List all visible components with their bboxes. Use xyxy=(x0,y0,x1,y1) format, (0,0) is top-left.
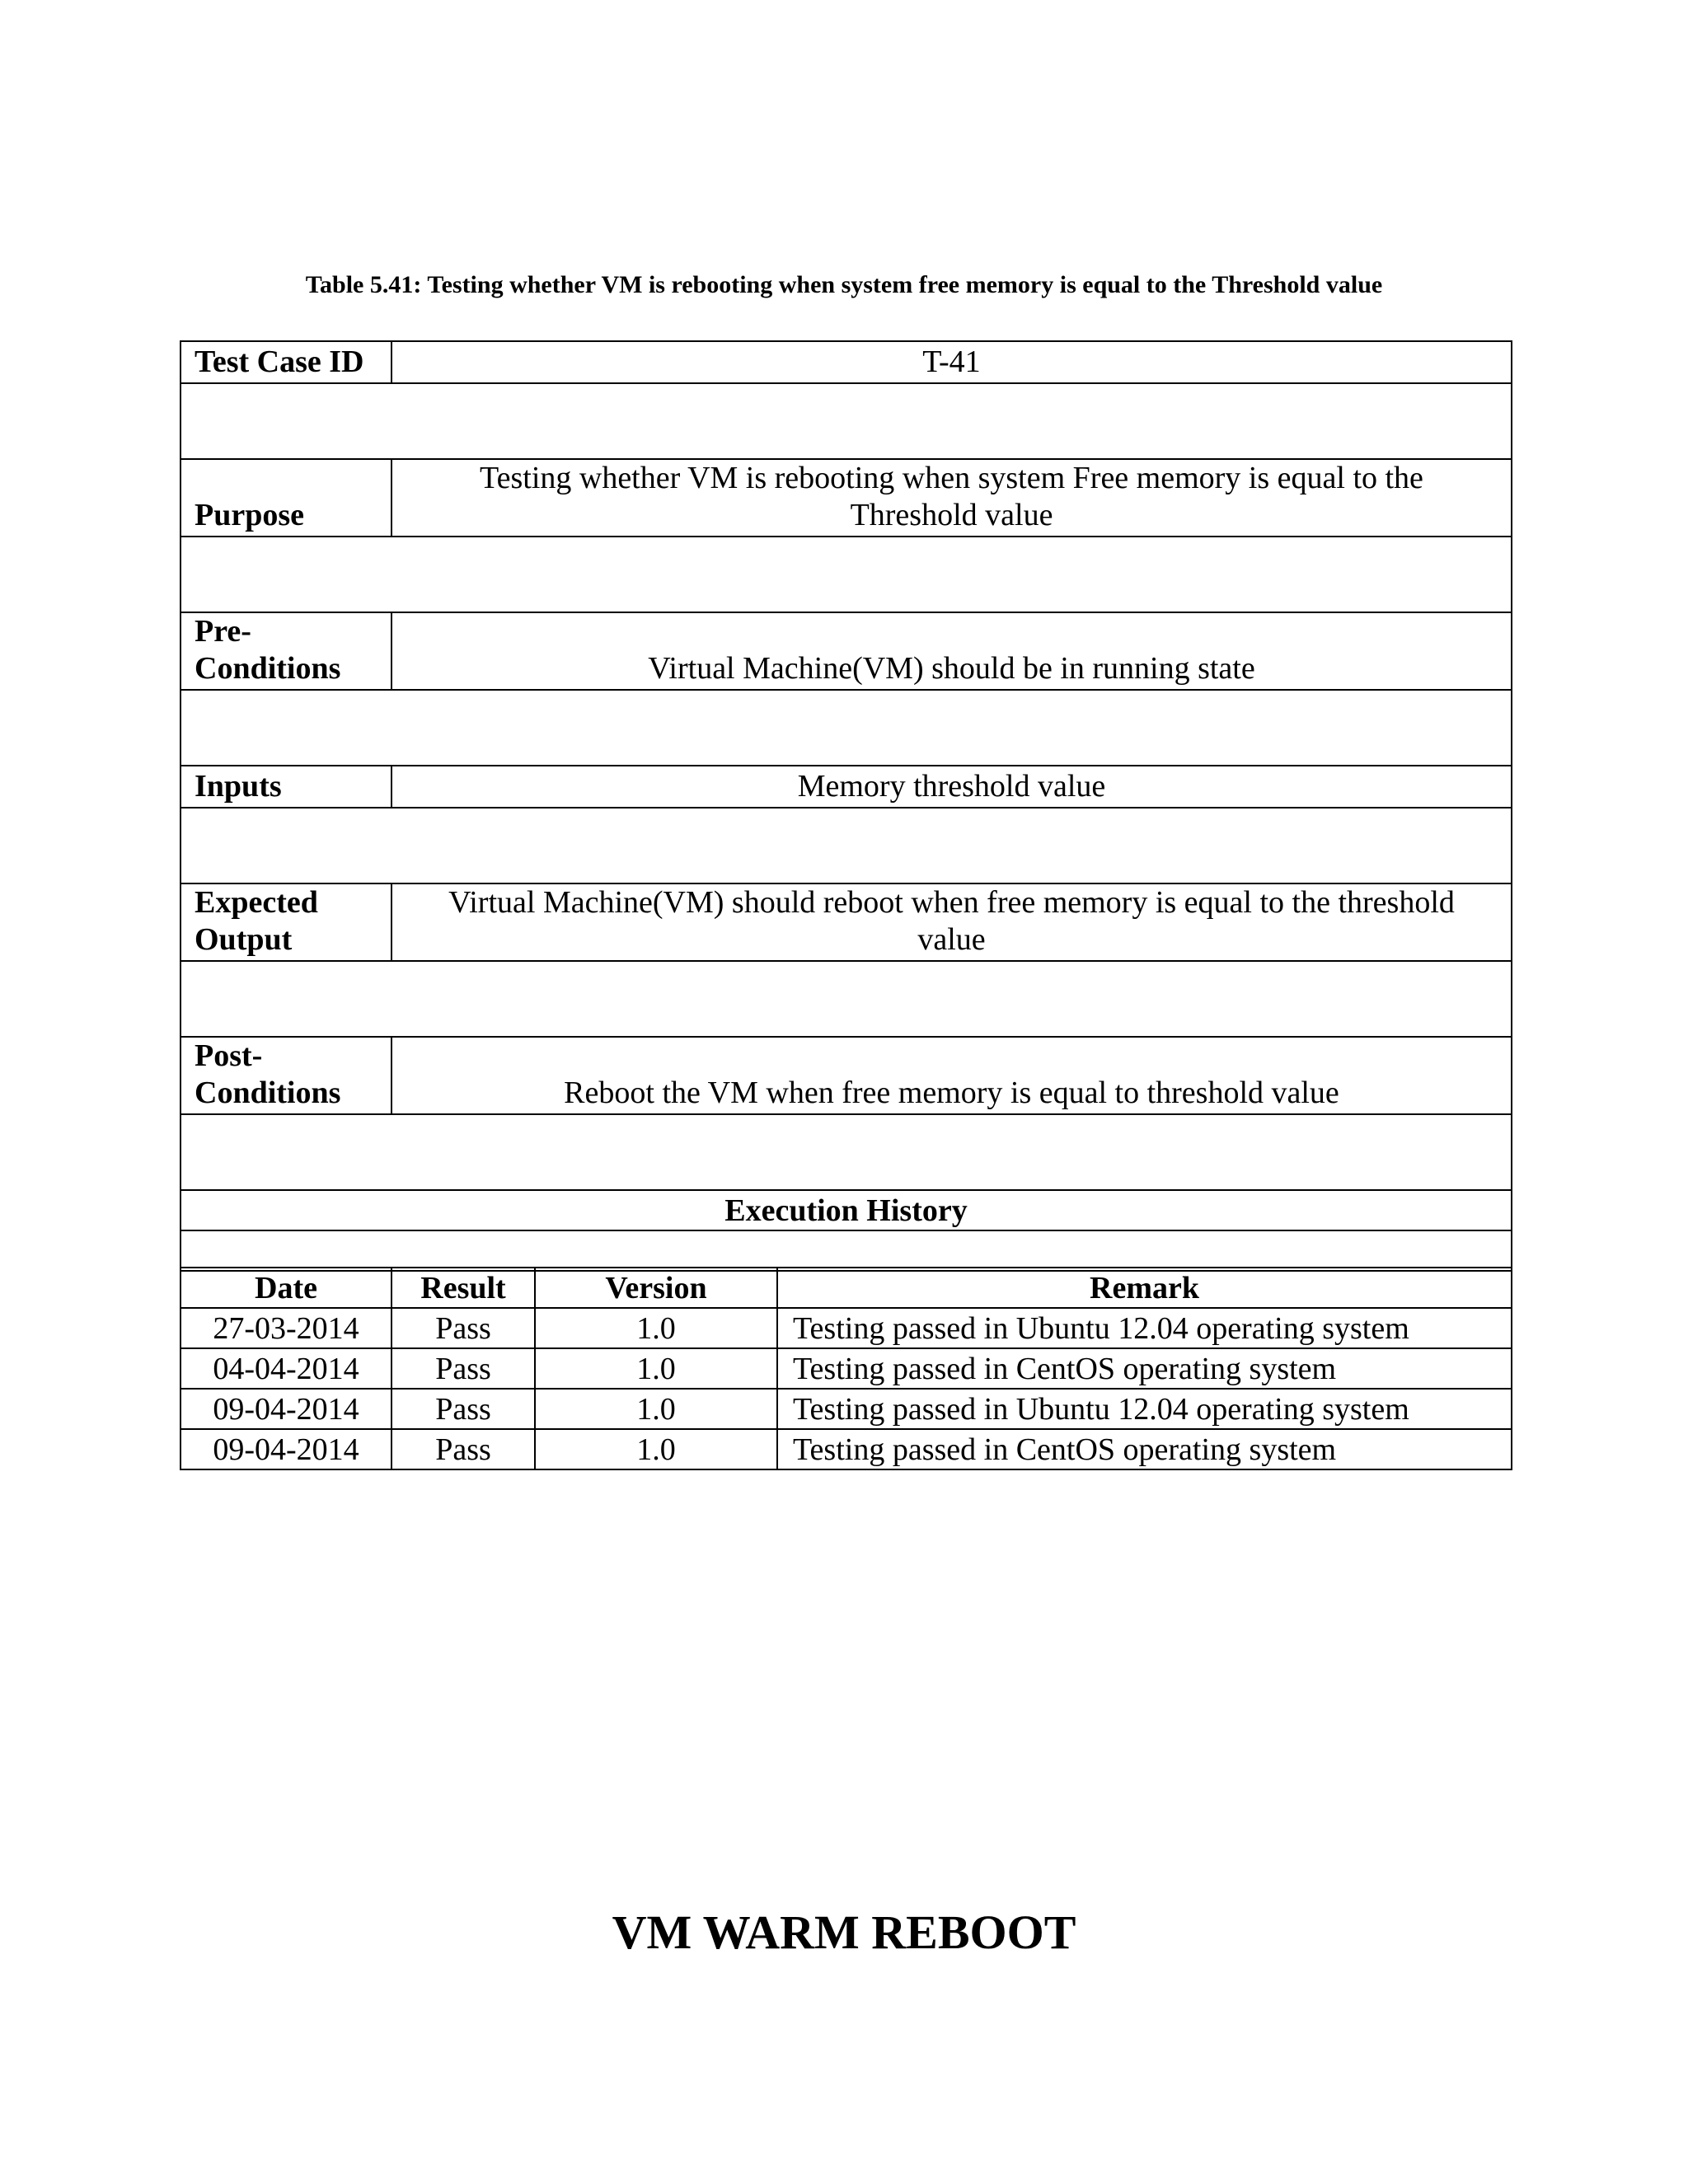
version-cell: 1.0 xyxy=(535,1308,777,1348)
inputs-value: Memory threshold value xyxy=(392,766,1512,808)
remark-cell: Testing passed in CentOS operating system xyxy=(777,1348,1512,1389)
expected-output-label-line2: Output xyxy=(195,922,293,957)
spacer-row xyxy=(181,537,1512,612)
table-row xyxy=(181,883,1512,961)
purpose-value: Testing whether VM is rebooting when system Free memory is equal to the Threshold value xyxy=(392,459,1512,537)
inputs-label: Inputs xyxy=(181,766,392,808)
table-row xyxy=(181,1308,1512,1348)
date-cell: 04-04-2014 xyxy=(181,1348,392,1389)
table-row xyxy=(181,1037,1512,1114)
table-row xyxy=(181,612,1512,690)
expected-output-label xyxy=(181,883,392,961)
spacer-row xyxy=(181,690,1512,766)
result-cell: Pass xyxy=(392,1389,535,1429)
purpose-label: Purpose xyxy=(181,459,392,537)
history-header-row xyxy=(181,1268,1512,1308)
remark-header: Remark xyxy=(777,1268,1512,1308)
spacer-row xyxy=(181,808,1512,883)
expected-output-value: Virtual Machine(VM) should reboot when free memory is equal to the threshold value xyxy=(392,883,1512,961)
pre-conditions-value: Virtual Machine(VM) should be in running state xyxy=(392,612,1512,690)
table-row xyxy=(181,1429,1512,1469)
table-caption: Table 5.41: Testing whether VM is rebooting when system free memory is equal to the Threshold value xyxy=(305,271,1383,298)
remark-cell: Testing passed in CentOS operating system xyxy=(777,1429,1512,1469)
pre-conditions-label xyxy=(181,612,392,690)
pre-conditions-label-line2: Conditions xyxy=(195,651,341,686)
result-header: Result xyxy=(392,1268,535,1308)
spacer-row xyxy=(181,1114,1512,1190)
version-cell: 1.0 xyxy=(535,1348,777,1389)
post-conditions-label-line2: Conditions xyxy=(195,1076,341,1110)
test-case-table xyxy=(180,340,1512,1272)
date-cell: 27-03-2014 xyxy=(181,1308,392,1348)
test-case-id-label: Test Case ID xyxy=(181,341,392,383)
result-cell: Pass xyxy=(392,1348,535,1389)
version-header: Version xyxy=(535,1268,777,1308)
post-conditions-value: Reboot the VM when free memory is equal to threshold value xyxy=(392,1037,1512,1114)
date-cell: 09-04-2014 xyxy=(181,1429,392,1469)
result-cell: Pass xyxy=(392,1429,535,1469)
date-header: Date xyxy=(181,1268,392,1308)
table-row xyxy=(181,459,1512,537)
table-row xyxy=(181,1348,1512,1389)
section-heading: VM WARM REBOOT xyxy=(612,1905,1076,1959)
test-case-id-value: T-41 xyxy=(392,341,1512,383)
table-row xyxy=(181,341,1512,383)
spacer-row xyxy=(181,961,1512,1037)
post-conditions-label-line1: Post- xyxy=(195,1038,263,1073)
table-row xyxy=(181,766,1512,808)
version-cell: 1.0 xyxy=(535,1429,777,1469)
execution-history-title: Execution History xyxy=(181,1190,1512,1230)
execution-history-row xyxy=(181,1190,1512,1230)
execution-history-table xyxy=(180,1267,1512,1470)
spacer-row xyxy=(181,1230,1512,1271)
table-row xyxy=(181,1389,1512,1429)
pre-conditions-label-line1: Pre- xyxy=(195,614,251,649)
version-cell: 1.0 xyxy=(535,1389,777,1429)
date-cell: 09-04-2014 xyxy=(181,1389,392,1429)
spacer-row xyxy=(181,383,1512,459)
post-conditions-label xyxy=(181,1037,392,1114)
remark-cell: Testing passed in Ubuntu 12.04 operating system xyxy=(777,1389,1512,1429)
remark-cell: Testing passed in Ubuntu 12.04 operating system xyxy=(777,1308,1512,1348)
expected-output-label-line1: Expected xyxy=(195,885,318,920)
result-cell: Pass xyxy=(392,1308,535,1348)
